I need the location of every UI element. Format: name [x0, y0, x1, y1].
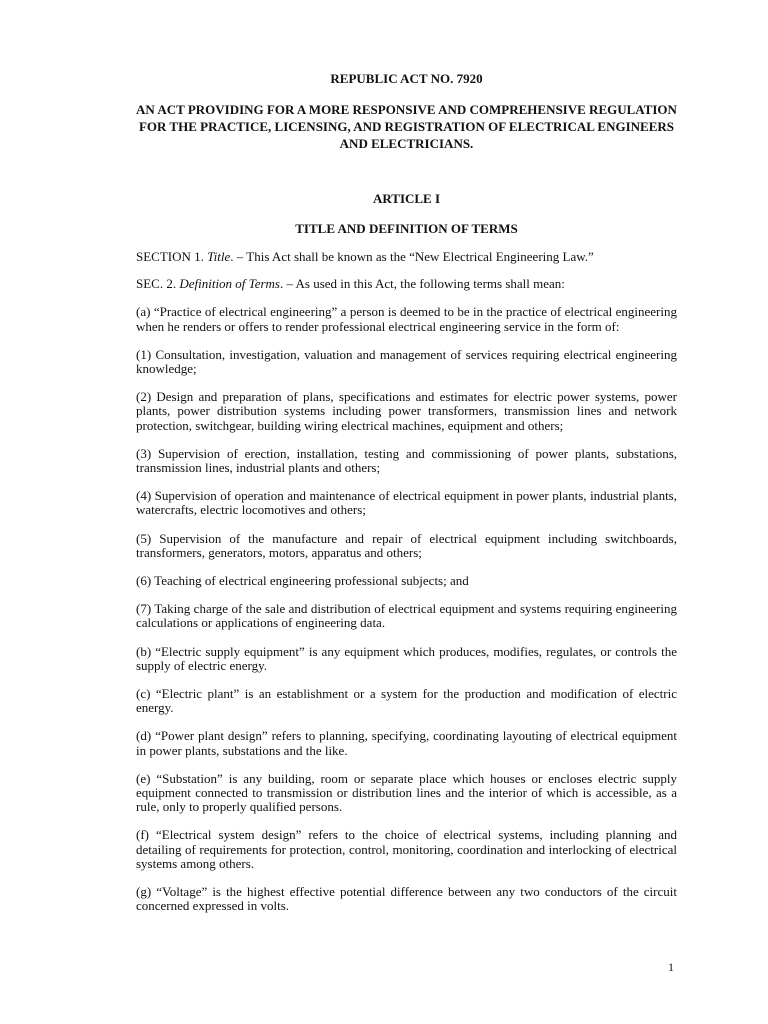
- section-1-text: . – This Act shall be known as the “New Electrical Engineering Law.”: [230, 249, 594, 264]
- paragraph-e: (e) “Substation” is any building, room or separate place which houses or encloses electric supply equipment connected to transmission or distribution lines and the interior of which is accessible, as a rule, only to properly qualified persons.: [136, 770, 677, 815]
- act-title: AN ACT PROVIDING FOR A MORE RESPONSIVE AND COMPREHENSIVE REGULATION FOR THE PRACTICE, LICENSING, AND REGISTRATION OF ELECTRICAL ENGINEERS AND ELECTRICIANS.: [136, 102, 677, 151]
- paragraph-a3: (3) Supervision of erection, installation, testing and commissioning of power plants, substations, transmission lines, industrial plants and others;: [136, 445, 677, 476]
- section-2-text: . – As used in this Act, the following terms shall mean:: [280, 276, 565, 292]
- paragraph-a7: (7) Taking charge of the sale and distribution of electrical equipment and systems requiring engineering calculations or applications of engineering data.: [136, 601, 677, 631]
- paragraph-c: (c) “Electric plant” is an establishment or a system for the production and modification of electric energy.: [136, 686, 677, 716]
- section-1: [136, 250, 677, 264]
- paragraph-d: (d) “Power plant design” refers to planning, specifying, coordinating layouting of electrical equipment in power plants, substations and the like.: [136, 728, 677, 758]
- paragraph-a5: (5) Supervision of the manufacture and repair of electrical equipment including switchboards, transformers, generators, motors, apparatus and others;: [136, 530, 677, 560]
- document-body: [136, 64, 677, 914]
- paragraph-a1: (1) Consultation, investigation, valuation and management of services requiring electrical engineering knowledge;: [136, 346, 677, 377]
- paragraph-f: (f) “Electrical system design” refers to the choice of electrical systems, including planning and detailing of requirements for protection, control, monitoring, coordination and interlocking of electrical systems among others.: [136, 827, 677, 871]
- paragraph-b: (b) “Electric supply equipment” is any equipment which produces, modifies, regulates, or controls the supply of electric energy.: [136, 643, 677, 673]
- article-label: ARTICLE I: [372, 191, 441, 206]
- paragraph-a2: (2) Design and preparation of plans, specifications and estimates for electric power systems, power plants, power distribution systems including power transformers, transmission lines and network protection, switchgear, building wiring electrical machines, equipment and others;: [136, 389, 677, 433]
- section-1-title: Title: [207, 249, 231, 264]
- paragraph-a6: (6) Teaching of electrical engineering professional subjects; and: [136, 573, 469, 589]
- section-1-label: SECTION 1.: [136, 249, 208, 264]
- article-heading: TITLE AND DEFINITION OF TERMS: [295, 221, 518, 236]
- act-number: REPUBLIC ACT NO. 7920: [330, 71, 483, 86]
- paragraph-a4: (4) Supervision of operation and maintenance of electrical equipment in power plants, industrial plants, watercrafts, electric locomotives and others;: [136, 488, 677, 518]
- paragraph-g: (g) “Voltage” is the highest effective potential difference between any two conductors of the circuit concerned expressed in volts.: [136, 884, 677, 914]
- section-2-title: Definition of Terms: [179, 276, 280, 292]
- paragraph-a: (a) “Practice of electrical engineering” a person is deemed to be in the practice of electrical engineering when he renders or offers to render professional electrical engineering service in the form of:: [136, 304, 677, 334]
- section-2-label: SEC. 2.: [136, 276, 180, 292]
- page-number: 1: [668, 960, 674, 974]
- section-2: [136, 277, 677, 291]
